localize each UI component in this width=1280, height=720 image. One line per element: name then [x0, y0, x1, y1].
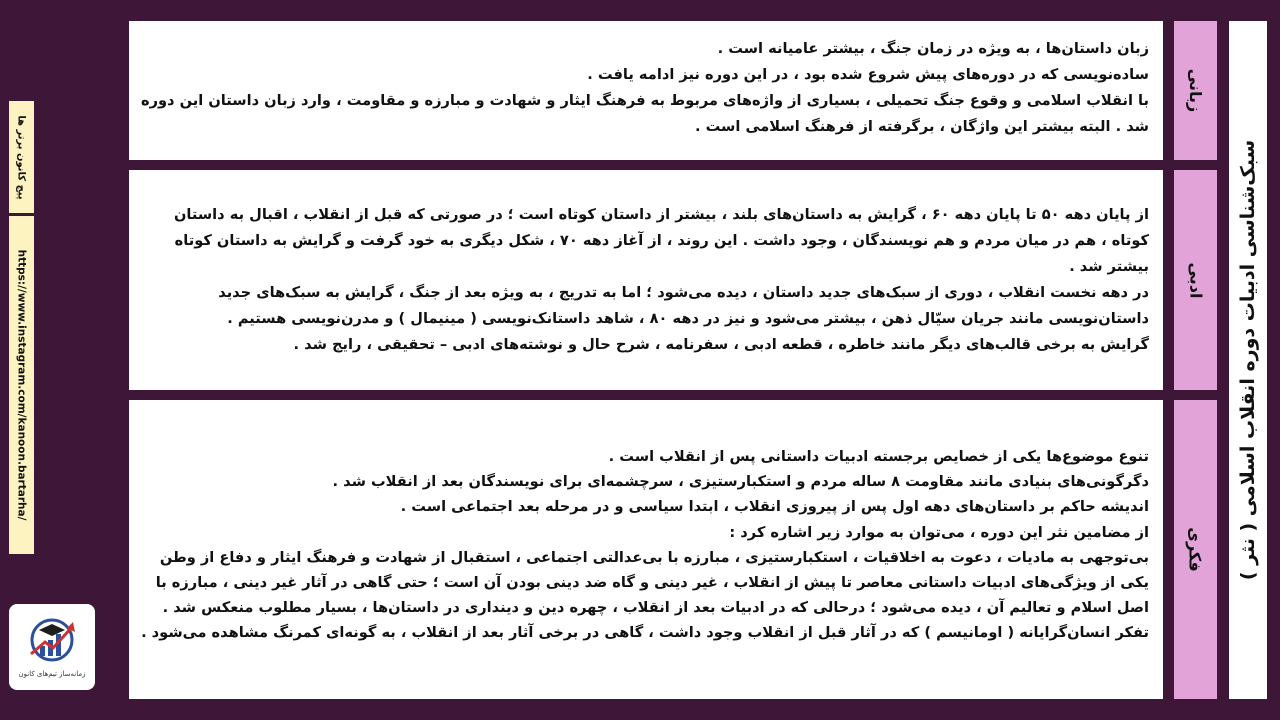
section-line: زبان داستان‌ها ، به ویژه در زمان جنگ ، بیشتر عامیانه است .	[717, 40, 1149, 57]
section-line: اندیشه حاکم بر داستان‌های دهه اول پس از پیروزی انقلاب ، ابتدا سیاسی و در مرحله بعد اجتماعی است .	[400, 498, 1149, 516]
section-line: تنوع موضوع‌ها یکی از خصایص برجسته ادبیات داستانی پس از انقلاب است .	[608, 448, 1149, 465]
section-line: از پایان دهه ۵۰ تا پایان دهه ۶۰ ، گرایش به داستان‌های بلند ، بیشتر از داستان کوتاه است ؛ در صورتی که قبل از انقلاب ، اقبال به داستان کوتاه ، هم در میان مردم و هم نویسندگان ، وجود داشت . این روند ، از آغاز دهه ۷۰ ، شکل دیگری به خود گرفت و گرایش به داستان کوتاه بیشتر شد .	[173, 206, 1149, 275]
section-line: از مضامین نثر این دوره ، می‌توان به موارد زیر اشاره کرد :	[729, 523, 1149, 541]
section-line: گرایش به برخی قالب‌های دیگر مانند خاطره ، قطعه ادبی ، سفرنامه ، شرح حال و نوشته‌های ادبی – تحقیقی ، رایج شد .	[293, 336, 1149, 353]
section-panel-intellectual	[129, 400, 1163, 699]
section-panel-literary	[129, 170, 1163, 390]
section-panel-linguistic	[129, 21, 1163, 160]
section-text-intellectual	[129, 400, 1163, 646]
section-text-linguistic	[129, 21, 1163, 140]
logo-icon	[23, 616, 81, 668]
page-title-strip	[1229, 21, 1267, 699]
instagram-link[interactable]: https://www.instagram.com/kanoon.bartarha/	[15, 249, 28, 521]
section-line: ساده‌نویسی که در دوره‌های پیش شروع شده بود ، در این دوره نیز ادامه یافت .	[587, 66, 1149, 83]
instagram-strip[interactable]	[9, 216, 34, 554]
section-label-box-literary	[1174, 170, 1217, 390]
section-line: در دهه نخست انقلاب ، دوری از سبک‌های جدید داستان ، دیده می‌شود ؛ اما به تدریج ، به ویژه بعد از جنگ ، گرایش به سبک‌های جدید داستان‌نویسی مانند جریان سیّال ذهن ، بیشتر می‌شود و نیز در دهه ۸۰ ، شاهد داستانک‌نویسی ( مینیمال ) و مدرن‌نویسی هستیم .	[218, 284, 1149, 327]
section-label-intellectual: فکری	[1186, 527, 1205, 572]
page-title: سبک‌شناسی ادبیات دوره انقلاب اسلامی ( نثر )	[1237, 139, 1259, 581]
section-line: دگرگونی‌های بنیادی مانند مقاومت ۸ ساله مردم و استکبارستیزی ، سرچشمه‌ای برای نویسندگان بعد از انقلاب شد .	[332, 473, 1149, 491]
section-line: یکی از ویژگی‌های ادبیات داستانی معاصر تا پیش از انقلاب ، غیر دینی و گاه ضد دینی بودن آن است ؛ حتی گاهی در آثار غیر دینی ، مبارزه با اصل اسلام و تعالیم آن ، دیده می‌شود ؛ درحالی که در ادبیات بعد از انقلاب ، چهره دین و دینداری در داستان‌ها ، بسیار مطلوب منعکس شد .	[155, 574, 1149, 617]
section-line: بی‌توجهی به مادیات ، دعوت به اخلاقیات ، استکبارستیزی ، مبارزه با بی‌عدالتی اجتماعی ، استقبال از شهادت و فرهنگ ایثار و دفاع از وطن	[159, 548, 1149, 566]
section-label-box-intellectual	[1174, 400, 1217, 699]
section-label-linguistic: زبانی	[1186, 68, 1206, 113]
section-text-literary	[129, 170, 1163, 358]
logo	[9, 604, 95, 690]
section-line: تفکر انسان‌گرایانه ( اومانیسم ) که در آثار قبل از انقلاب وجود داشت ، گاهی در برخی آثار بعد از انقلاب ، به گونه‌ای کمرنگ مشاهده می‌شود .	[141, 624, 1149, 642]
logo-caption: زمانه‌ساز تیم‌های کانون	[18, 670, 86, 678]
section-line: با انقلاب اسلامی و وقوع جنگ تحمیلی ، بسیاری از واژه‌های مربوط به فرهنگ ایثار و شهادت و مبارزه و مقاومت ، وارد زبان داستان این دوره شد . البته بیشتر این واژگان ، برگرفته از فرهنگ اسلامی است .	[140, 92, 1149, 135]
section-label-literary: ادبی	[1185, 262, 1205, 298]
section-label-box-linguistic	[1174, 21, 1217, 160]
brand-strip	[9, 101, 34, 213]
brand-label: پیج کانون برتر ها	[16, 114, 28, 200]
